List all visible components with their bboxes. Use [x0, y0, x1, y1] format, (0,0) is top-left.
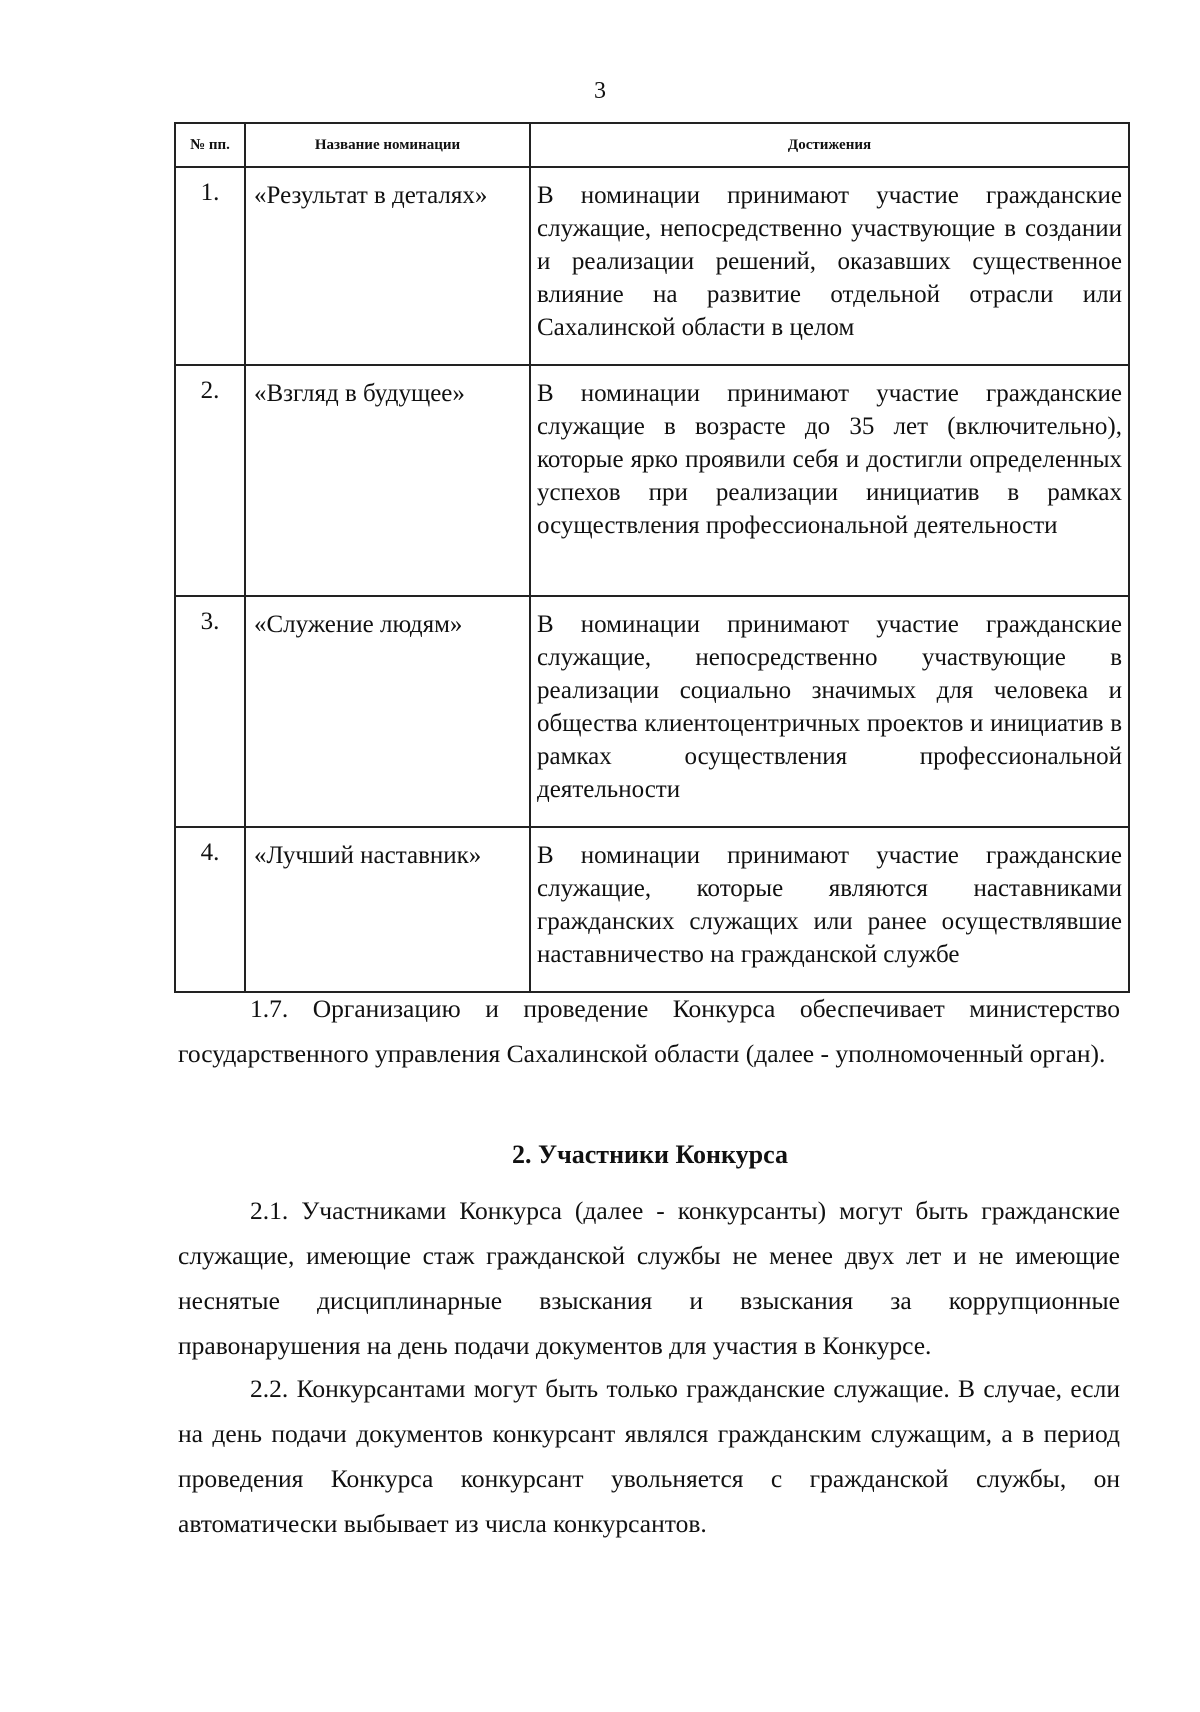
table-row — [175, 365, 1129, 596]
paragraph-1-7-block — [178, 986, 1120, 1076]
page-number: 3 — [594, 78, 606, 104]
section-2-heading: 2. Участники Конкурса — [512, 1140, 788, 1169]
table-header-row — [175, 123, 1129, 167]
paragraph-1-7: 1.7. Организацию и проведение Конкурса обеспечивает министерство государственного управления Сахалинской области (далее - уполномоченный орган). — [178, 994, 1120, 1068]
paragraph-2-2: 2.2. Конкурсантами могут быть только гражданские служащие. В случае, если на день подачи документов конкурсант являлся гражданским служащим, а в период проведения Конкурса конкурсант увольняется с гражданской службы, он автоматически выбывает из числа конкурсантов. — [178, 1374, 1120, 1538]
row-number: 3. — [175, 596, 245, 827]
nomination-description: В номинации принимают участие гражданские служащие, непосредственно участвующие в создании и реализации решений, оказавших существенное влияние на развитие отдельной отрасли или Сахалинской области в целом — [530, 167, 1129, 365]
paragraph-2-2-block — [178, 1366, 1120, 1546]
table-row — [175, 827, 1129, 992]
nomination-name: «Лучший наставник» — [245, 827, 530, 992]
nomination-description: В номинации принимают участие гражданские служащие, которые являются наставниками гражданских служащих или ранее осуществлявшие наставничество на гражданской службе — [530, 827, 1129, 992]
row-number: 2. — [175, 365, 245, 596]
header-name: Название номинации — [245, 123, 530, 167]
nomination-name: «Результат в деталях» — [245, 167, 530, 365]
nomination-name: «Служение людям» — [245, 596, 530, 827]
paragraph-2-1-block — [178, 1188, 1120, 1368]
nomination-name: «Взгляд в будущее» — [245, 365, 530, 596]
header-achievements: Достижения — [530, 123, 1129, 167]
nominations-table — [174, 122, 1130, 993]
header-num: № пп. — [175, 123, 245, 167]
table-row — [175, 596, 1129, 827]
paragraph-2-1: 2.1. Участниками Конкурса (далее - конкурсанты) могут быть гражданские служащие, имеющие стаж гражданской службы не менее двух лет и не имеющие неснятые дисциплинарные взыскания и взыскания за коррупционные правонарушения на день подачи документов для участия в Конкурсе. — [178, 1196, 1120, 1360]
nomination-description: В номинации принимают участие гражданские служащие в возрасте до 35 лет (включительно), которые ярко проявили себя и достигли определенных успехов при реализации инициатив в рамках осуществления профессиональной деятельности — [530, 365, 1129, 596]
row-number: 1. — [175, 167, 245, 365]
table-row — [175, 167, 1129, 365]
nomination-description: В номинации принимают участие гражданские служащие, непосредственно участвующие в реализации социально значимых для человека и общества клиентоцентричных проектов и инициатив в рамках осуществления профессиональной деятельности — [530, 596, 1129, 827]
row-number: 4. — [175, 827, 245, 992]
